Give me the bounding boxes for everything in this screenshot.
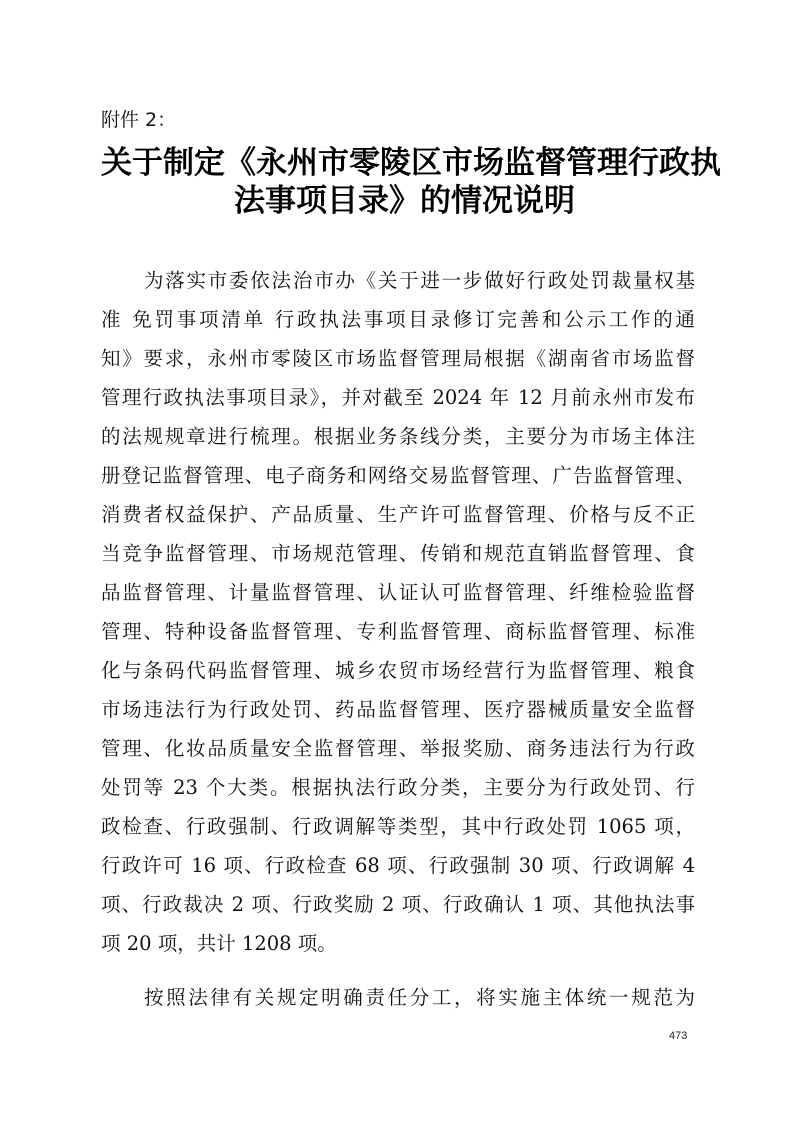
paragraph-1-line: 知》要求，永州市零陵区市场监督管理局根据《湖南省市场监督 [101,347,695,370]
paragraph-1-line: 市场违法行为行政处罚、药品监督管理、医疗器械质量安全监督 [101,698,695,721]
paragraph-1-line: 化与条码代码监督管理、城乡农贸市场经营行为监督管理、粮食 [101,659,695,682]
document-title-line-1: 关于制定《永州市零陵区市场监督管理行政执 [101,145,721,181]
document-title-line-2: 法事项目录》的情况说明 [234,183,575,219]
paragraph-1-line: 行政许可 16 项、行政检查 68 项、行政强制 30 项、行政调解 4 [101,854,695,877]
paragraph-1-line: 当竞争监督管理、市场规范管理、传销和规范直销监督管理、食 [101,542,695,565]
paragraph-1-line: 管理、特种设备监督管理、专利监督管理、商标监督管理、标准 [101,620,695,643]
paragraph-1-line: 消费者权益保护、产品质量、生产许可监督管理、价格与反不正 [101,503,695,526]
paragraph-1-line: 准 免罚事项清单 行政执法事项目录修订完善和公示工作的通 [101,308,695,331]
paragraph-1-line: 政检查、行政强制、行政调解等类型，其中行政处罚 1065 项， [101,815,695,838]
paragraph-1-line: 为落实市委依法治市办《关于进一步做好行政处罚裁量权基 [144,269,695,292]
paragraph-1-line: 项、行政裁决 2 项、行政奖励 2 项、行政确认 1 项、其他执法事 [101,893,695,916]
paragraph-1-line: 项 20 项，共计 1208 项。 [101,932,337,955]
attachment-label: 附件 2： [101,109,177,131]
paragraph-1-line: 册登记监督管理、电子商务和网络交易监督管理、广告监督管理、 [101,464,695,487]
paragraph-1-line: 管理、化妆品质量安全监督管理、举报奖励、商务违法行为行政 [101,737,695,760]
paragraph-1-line: 品监督管理、计量监督管理、认证认可监督管理、纤维检验监督 [101,581,695,604]
page-number: 473 [669,1030,688,1042]
paragraph-1-line: 管理行政执法事项目录》，并对截至 2024 年 12 月前永州市发布 [101,386,695,409]
paragraph-2-line: 按照法律有关规定明确责任分工，将实施主体统一规范为 [144,986,695,1009]
paragraph-1-line: 的法规规章进行梳理。根据业务条线分类，主要分为市场主体注 [101,425,695,448]
paragraph-1-line: 处罚等 23 个大类。根据执法行政分类，主要分为行政处罚、行 [101,776,695,799]
